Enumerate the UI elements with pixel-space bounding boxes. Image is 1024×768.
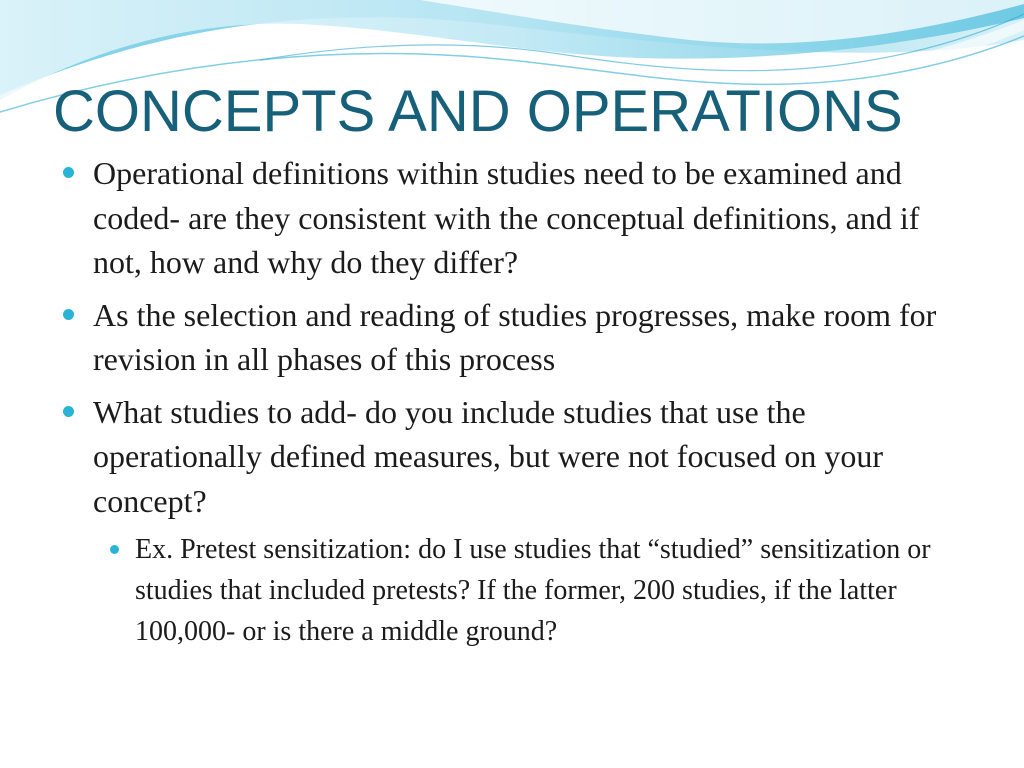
list-item — [62, 151, 962, 285]
bullet-dot-icon — [63, 167, 74, 178]
list-item — [62, 293, 962, 382]
sub-bullet-text: Ex. Pretest sensitization: do I use studies that “studied” sensitization or studies that included pretests? If the former, 200 studies, if the latter 100,000- or is there a middle ground? — [135, 534, 931, 647]
slide-title: CONCEPTS AND OPERATIONS — [53, 79, 903, 144]
bullet-text: Operational definitions within studies need to be examined and coded- are they consistent with the conceptual definitions, and if not, how and why do they differ? — [93, 155, 920, 280]
bullet-text: As the selection and reading of studies progresses, make room for revision in all phases of this process — [93, 296, 937, 377]
bullet-dot-icon — [63, 309, 74, 320]
list-item — [62, 390, 962, 653]
bullet-list — [62, 151, 962, 660]
bullet-dot-icon — [63, 406, 74, 417]
bullet-text: What studies to add- do you include studies that use the operationally defined measures, but were not focused on your concept? — [93, 393, 883, 519]
sub-bullet-list — [93, 529, 962, 652]
bullet-dot-icon — [110, 545, 119, 554]
sub-list-item — [104, 529, 962, 652]
